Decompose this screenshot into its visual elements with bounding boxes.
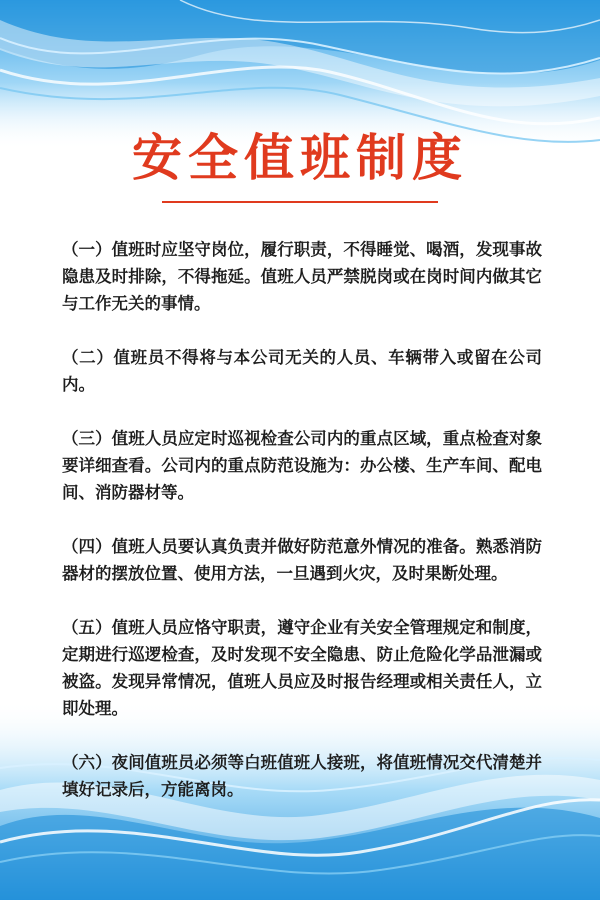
rule-item-3: （三）值班人员应定时巡视检查公司内的重点区域，重点检查对象要详细查看。公司内的重点防范设施为：办公楼、生产车间、配电间、消防器材等。	[62, 429, 542, 502]
rule-item-2: （二）值班员不得将与本公司无关的人员、车辆带入或留在公司内。	[62, 348, 542, 394]
rule-item-6: （六）夜间值班员必须等白班值班人接班，将值班情况交代清楚并填好记录后，方能离岗。	[62, 753, 542, 799]
page-title: 安全值班制度	[132, 129, 468, 187]
rule-item-1: （一）值班时应坚守岗位，履行职责，不得睡觉、喝酒，发现事故隐患及时排除，不得拖延。值班人员严禁脱岗或在岗时间内做其它与工作无关的事情。	[62, 240, 542, 313]
rule-item-5: （五）值班人员应恪守职责，遵守企业有关安全管理规定和制度，定期进行巡逻检查，及时发现不安全隐患、防止危险化学品泄漏或被盗。发现异常情况，值班人员应及时报告经理或相关责任人，立即处理。	[62, 618, 542, 718]
rules-list	[62, 236, 542, 830]
rule-item-4: （四）值班人员要认真负责并做好防范意外情况的准备。熟悉消防器材的摆放位置、使用方法，一旦遇到火灾，及时果断处理。	[62, 537, 542, 583]
title-underline	[162, 201, 438, 203]
